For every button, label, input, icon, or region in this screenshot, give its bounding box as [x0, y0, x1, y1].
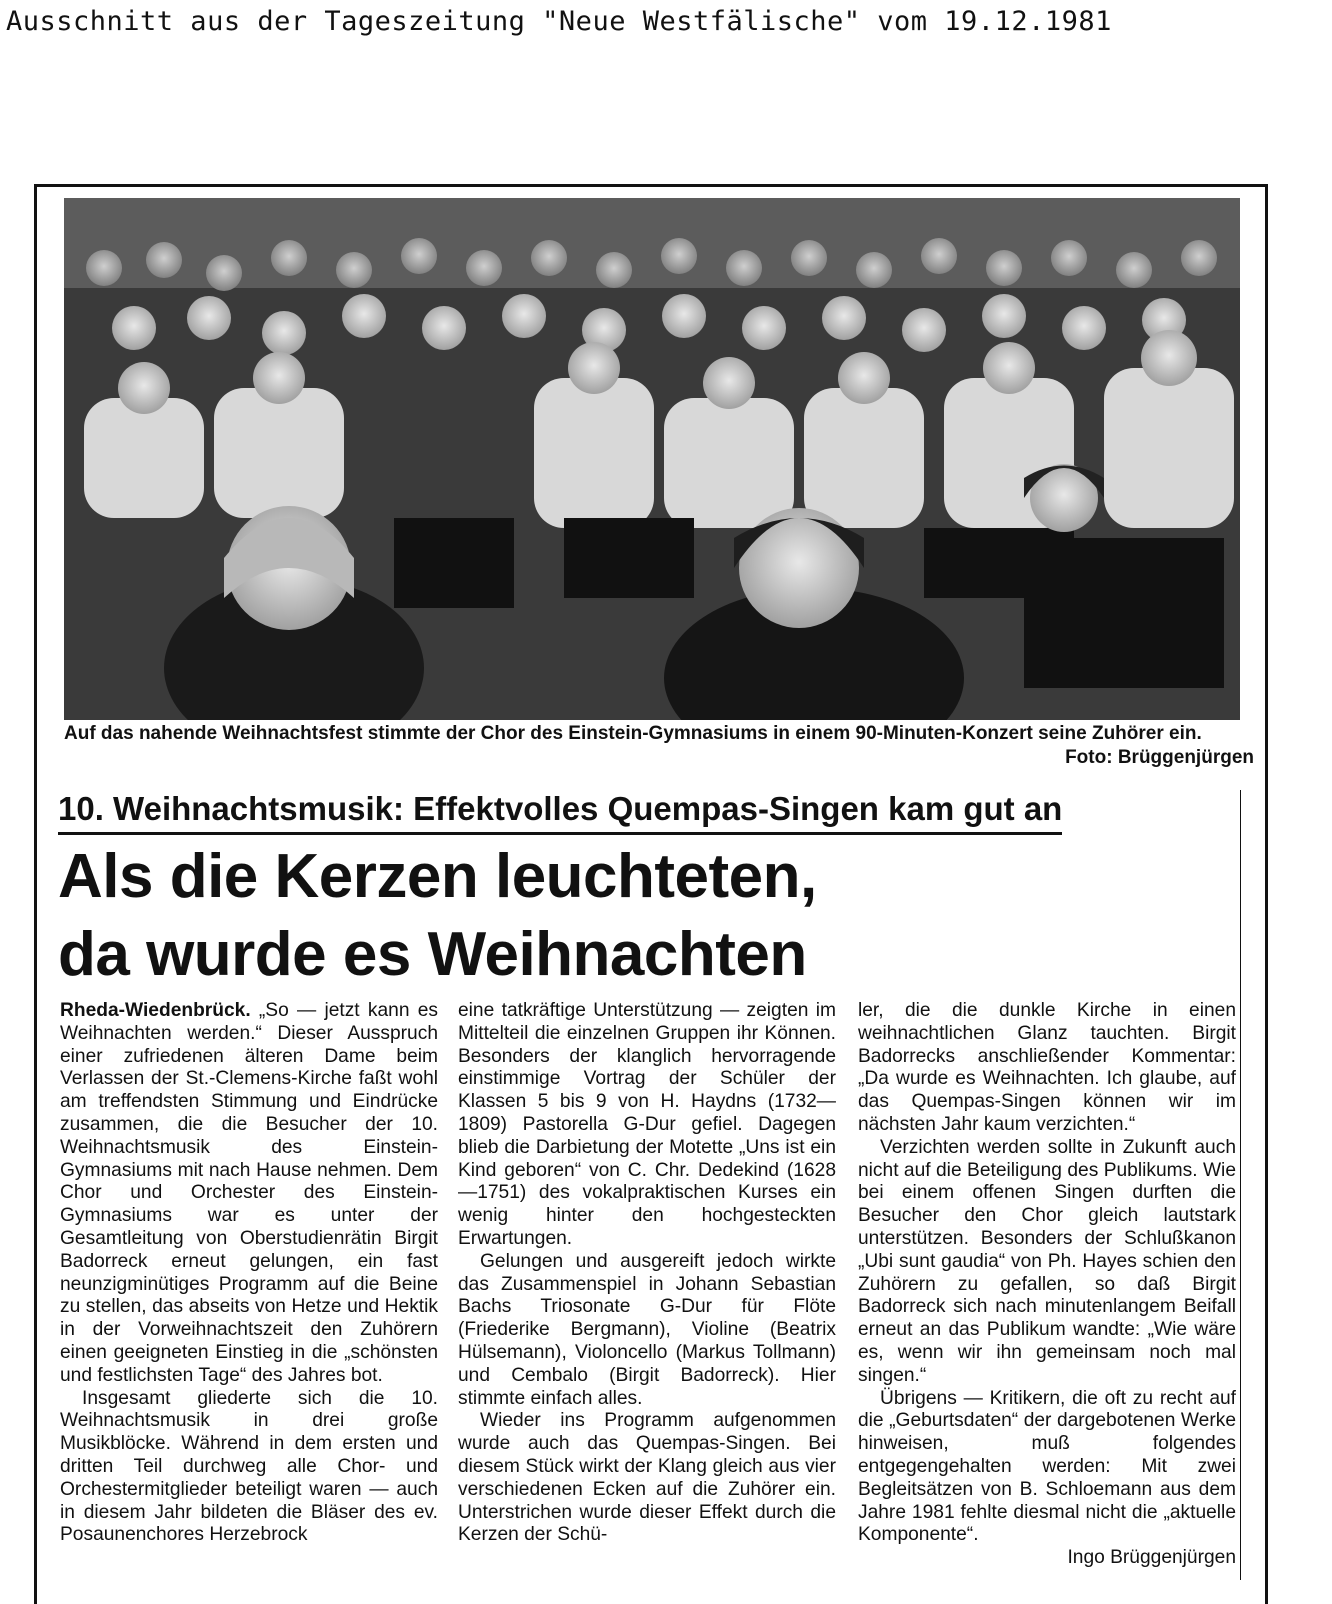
paragraph — [60, 1000, 438, 1388]
photo-caption — [64, 722, 1254, 768]
choir-photo — [64, 198, 1240, 720]
paragraph: Verzichten werden sollte in Zukunft auch nicht auf die Beteiligung des Publikums. Wie bei einem offenen Singen durften die Besucher den Chor gleich lautstark unterstützen. Besonders der Schlußkanon „Ubi sunt gaudia“ von Ph. Hayes schien den Zuhörern zu gefallen, so daß Birgit Badorreck sich nach minutenlangem Beifall erneut an das Publikum wandte: „Wie wäre es, wenn wir ihn gemeinsam noch mal singen.“ — [858, 1136, 1236, 1386]
headline-line-2: da wurde es Weihnachten — [58, 920, 807, 989]
paragraph: Gelungen und ausgereift jedoch wirkte das Zusammenspiel in Johann Sebastian Bachs Triosonate G-Dur für Flöte (Friederike Bergmann), Violine (Beatrix Hülsemann), Violoncello (Markus Tollmann) und Cembalo (Birgit Badorreck). Hier stimmte einfach alles. — [458, 1250, 836, 1409]
paragraph: Übrigens — Kritikern, die oft zu recht auf die „Geburtsdaten“ der dargebotenen Werke hinweisen, muß folgendes entgegengehalten werden: Mit zwei Begleitsätzen von B. Schloemann aus dem Jahre 1981 fehlte diesmal nicht die „aktuelle Komponente“. — [858, 1387, 1236, 1546]
paragraph-text: „So — jetzt kann es Weihnachten werden.“ Dieser Ausspruch einer zufriedenen älteren Dame beim Verlassen der St.-Clemens-Kirche faßt wohl am treffendsten Stimmung und Eindrücke zusammen, die die Besucher der 10. Weihnachtsmusik des Einstein-Gymnasiums mit nach Hause nehmen. Dem Chor und Orchester des Einstein-Gymnasiums war es unter der Gesamtleitung von Oberstudienrätin Birgit Badorreck erneut gelungen, ein fast neunzigminütiges Programm auf die Beine zu stellen, das abseits von Hetze und Hektik in der Vorweihnachtszeit den Zuhörern einen geeigneten Einstieg in die „schönsten und festlichsten Tage“ des Jahres bot. — [60, 1000, 438, 1386]
headline-line-1: Als die Kerzen leuchteten, — [58, 842, 817, 911]
column-rule — [1240, 790, 1241, 1580]
dateline: Rheda-Wiedenbrück. — [60, 1000, 251, 1021]
article-column-2 — [458, 1000, 836, 1547]
paragraph: ler, die die dunkle Kirche in einen weihnachtlichen Glanz tauchten. Birgit Badorrecks anschließender Kommentar: „Da wurde es Weihnachten. Ich glaube, auf das Quempas-Singen können wir im nächsten Jahr kaum verzichten.“ — [858, 1000, 1236, 1135]
photo-caption-text: Auf das nahende Weihnachtsfest stimmte der Chor des Einstein-Gymnasiums in einem 90-Minuten-Konzert seine Zuhörer ein. — [64, 723, 1202, 744]
byline: Ingo Brüggenjürgen — [1067, 1547, 1236, 1569]
paragraph: eine tatkräftige Unterstützung — zeigten im Mittelteil die einzelnen Gruppen ihr Können. Besonders der klanglich hervorragende einstimmige Vortrag der Schüler der Klassen 5 bis 9 von H. Haydns (1732—1809) Pastorella G-Dur gefiel. Dagegen blieb die Darbietung der Motette „Uns ist ein Kind geboren“ von C. Chr. Dedekind (1628—1751) des vokalpraktischen Kurses ein wenig hinter den hochgesteckten Erwartungen. — [458, 1000, 836, 1249]
article-kicker: 10. Weihnachtsmusik: Effektvolles Quempas-Singen kam gut an — [58, 790, 1062, 835]
paragraph: Insgesamt gliederte sich die 10. Weihnachtsmusik in drei große Musikblöcke. Während in dem ersten und dritten Teil durchweg alle Chor- und Orchestermitglieder beteiligt waren — auch in diesem Jahr bildeten die Bläser des ev. Posaunenchores Herzebrock — [60, 1387, 438, 1546]
article-headline — [58, 838, 1238, 994]
paragraph: Wieder ins Programm aufgenommen wurde auch das Quempas-Singen. Bei diesem Stück wirkt der Klang gleich aus vier verschiedenen Ecken auf die Zuhörer ein. Unterstrichen wurde dieser Effekt durch die Kerzen der Schü- — [458, 1410, 836, 1546]
article-column-1 — [60, 1000, 438, 1547]
article-column-3 — [858, 1000, 1236, 1570]
clipping-source-note: Ausschnitt aus der Tageszeitung "Neue Westfälische" vom 19.12.1981 — [6, 6, 1112, 37]
photo-credit: Foto: Brüggenjürgen — [1065, 747, 1254, 768]
